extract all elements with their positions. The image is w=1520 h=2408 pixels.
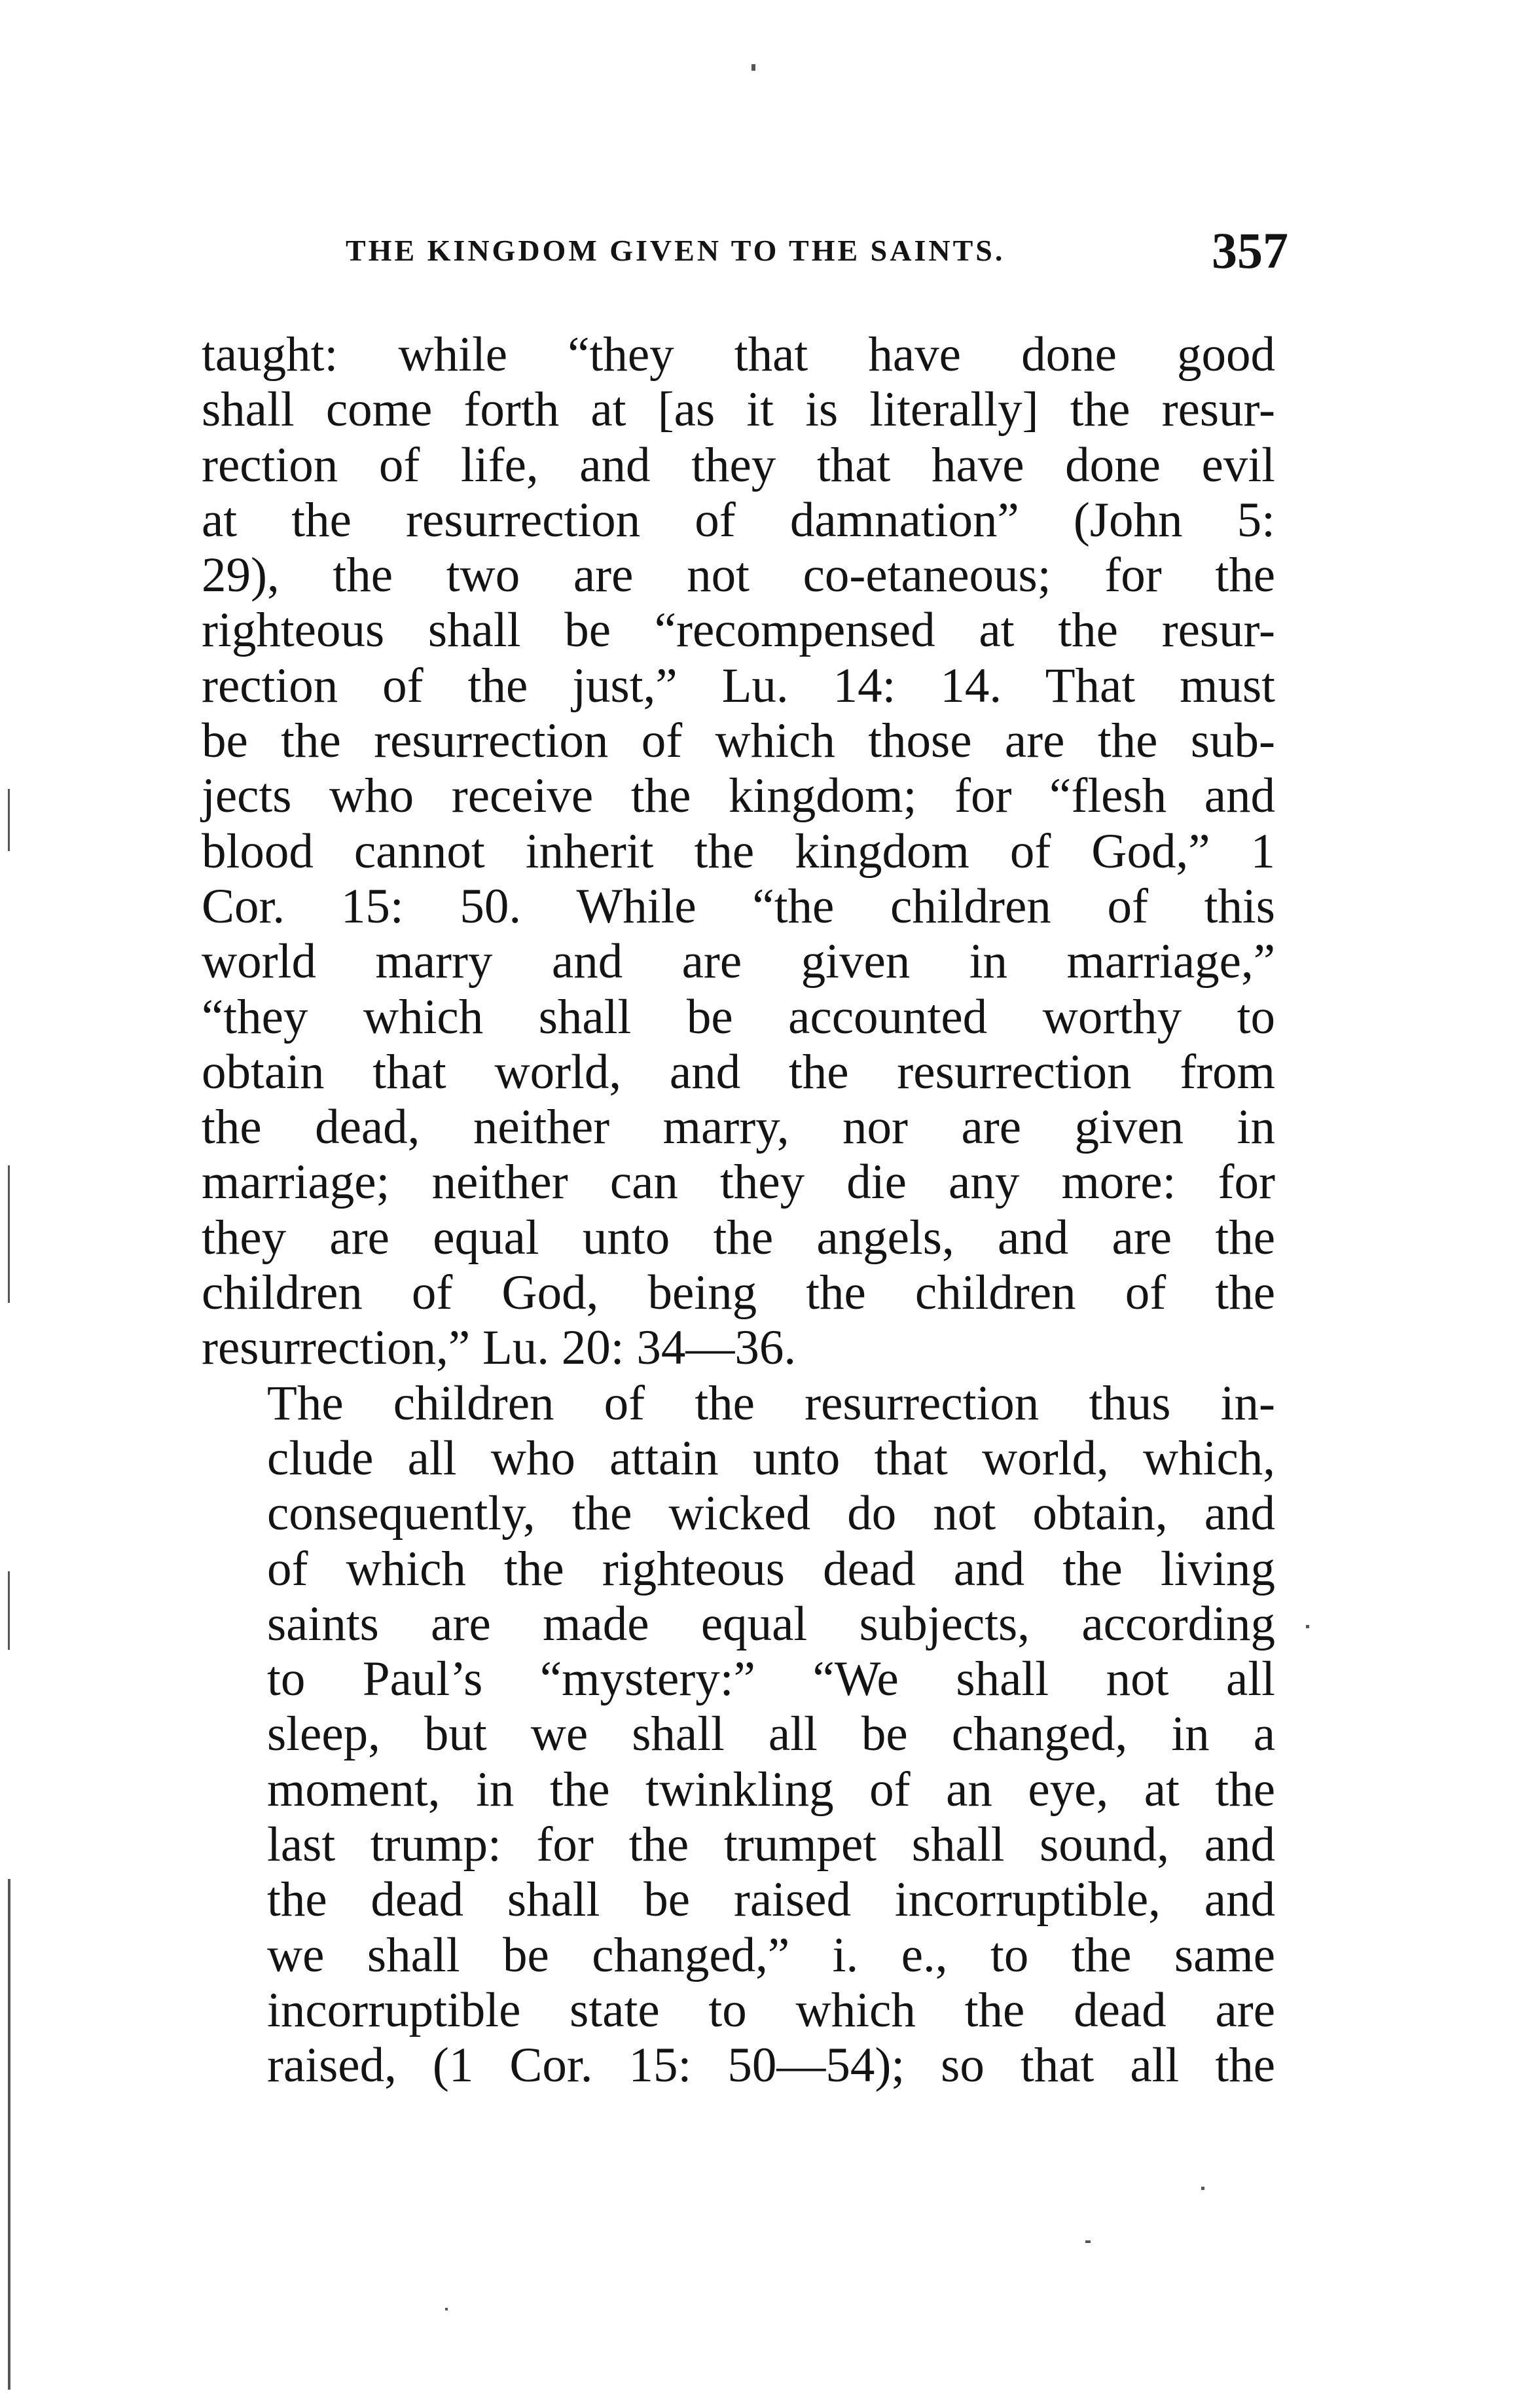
text-line: shall come forth at [as it is literally] the resur- bbox=[202, 382, 1275, 437]
text-line: we shall be changed,” i. e., to the same bbox=[267, 1927, 1275, 1982]
text-line: consequently, the wicked do not obtain, and bbox=[267, 1486, 1275, 1541]
text-line: Cor. 15: 50. While “the children of this bbox=[202, 879, 1275, 934]
text-line: sleep, but we shall all be changed, in a bbox=[267, 1707, 1275, 1762]
text-line: clude all who attain unto that world, which, bbox=[267, 1431, 1275, 1486]
text-line: resurrection,” Lu. 20: 34—36. bbox=[202, 1321, 797, 1376]
text-line: at the resurrection of damnation” (John 5: bbox=[202, 492, 1275, 547]
scan-artifact bbox=[1085, 2240, 1091, 2243]
text-line: the dead shall be raised incorruptible, and bbox=[267, 1872, 1275, 1927]
scan-artifact bbox=[8, 1571, 10, 1650]
scan-artifact bbox=[1201, 2187, 1204, 2190]
text-line: last trump: for the trumpet shall sound, and bbox=[267, 1817, 1275, 1872]
scan-artifact bbox=[8, 1165, 10, 1303]
text-line: the dead, neither marry, nor are given in bbox=[202, 1100, 1275, 1155]
running-head: THE KINGDOM GIVEN TO THE SAINTS. bbox=[346, 234, 1005, 267]
paragraph-2 bbox=[202, 1376, 1275, 2094]
text-line: world marry and are given in marriage,” bbox=[202, 934, 1275, 989]
text-line: raised, (1 Cor. 15: 50—54); so that all the bbox=[267, 2038, 1275, 2093]
text-line: “they which shall be accounted worthy to bbox=[202, 989, 1275, 1044]
text-line: marriage; neither can they die any more: for bbox=[202, 1155, 1275, 1210]
text-line: obtain that world, and the resurrection from bbox=[202, 1044, 1275, 1099]
text-line: to Paul’s “mystery:” “We shall not all bbox=[267, 1652, 1275, 1707]
page-number: 357 bbox=[1212, 222, 1288, 279]
text-line: saints are made equal subjects, according bbox=[267, 1596, 1275, 1651]
text-line: of which the righteous dead and the living bbox=[267, 1541, 1275, 1596]
text-line: The children of the resurrection thus in- bbox=[267, 1376, 1275, 1431]
text-line: righteous shall be “recompensed at the resur- bbox=[202, 603, 1275, 658]
text-line: they are equal unto the angels, and are the bbox=[202, 1210, 1275, 1265]
text-line: jects who receive the kingdom; for “flesh and bbox=[202, 769, 1275, 824]
scan-artifact bbox=[1306, 1625, 1309, 1628]
text-line: be the resurrection of which those are the sub- bbox=[202, 714, 1275, 769]
text-line: rection of the just,” Lu. 14: 14. That must bbox=[202, 658, 1275, 713]
paragraph-1 bbox=[202, 327, 1275, 1376]
text-line: moment, in the twinkling of an eye, at the bbox=[267, 1762, 1275, 1817]
page-header bbox=[346, 221, 1288, 287]
scan-artifact bbox=[8, 1879, 10, 2390]
text-line: incorruptible state to which the dead are bbox=[267, 1982, 1275, 2037]
scan-artifact bbox=[8, 789, 10, 851]
text-line: children of God, being the children of the bbox=[202, 1266, 1275, 1321]
body-text bbox=[202, 327, 1275, 2094]
scan-artifact bbox=[445, 2308, 448, 2310]
scan-artifact bbox=[751, 64, 755, 71]
text-line: 29), the two are not co-etaneous; for the bbox=[202, 548, 1275, 603]
text-line: taught: while “they that have done good bbox=[202, 327, 1275, 382]
text-line: rection of life, and they that have done evil bbox=[202, 437, 1275, 492]
text-line: blood cannot inherit the kingdom of God,” 1 bbox=[202, 824, 1275, 879]
